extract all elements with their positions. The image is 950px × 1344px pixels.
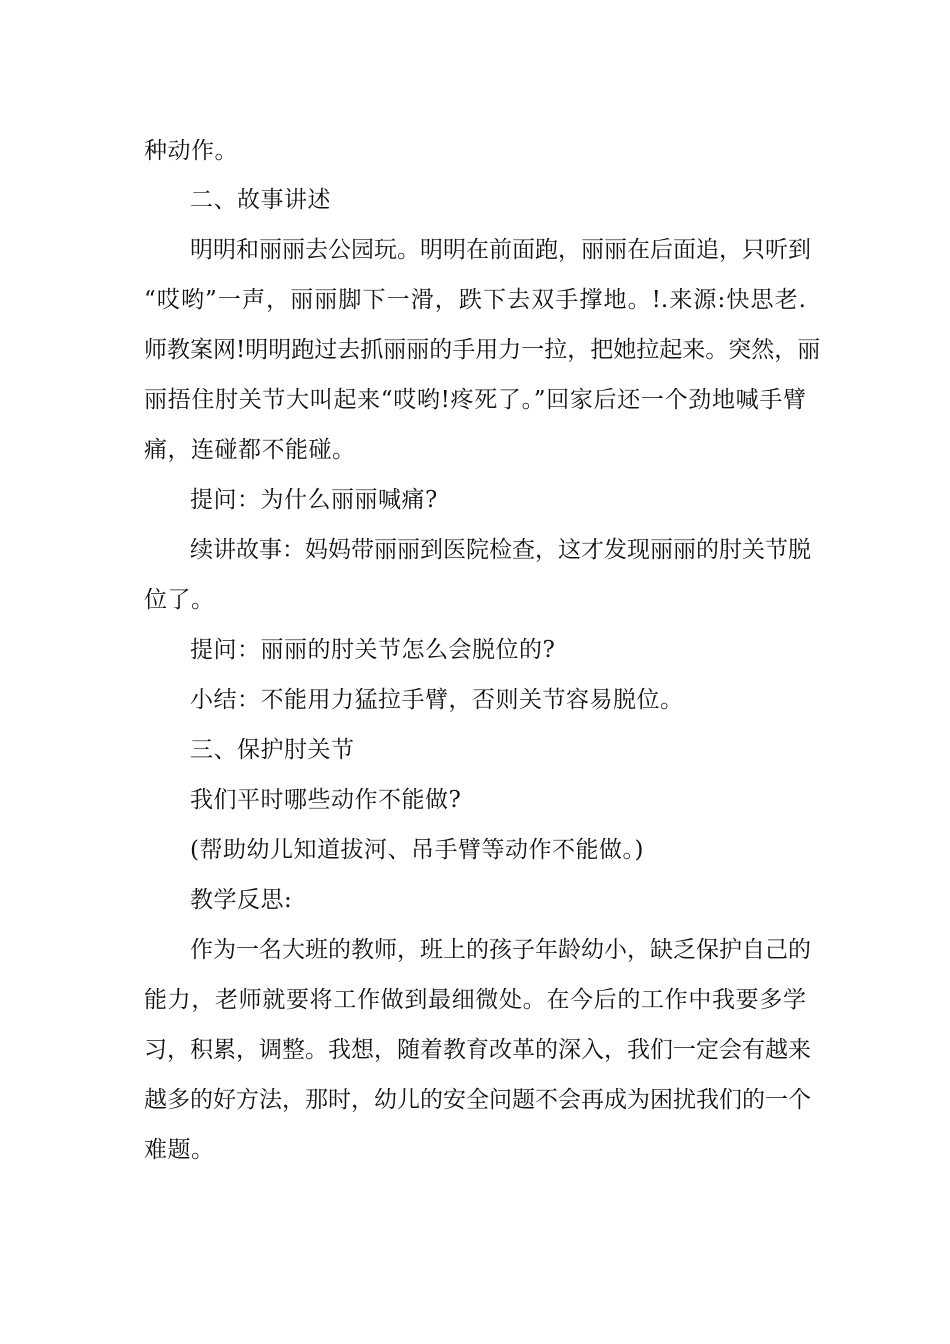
continue-story-line-2: 位了。 [144, 587, 215, 613]
protect-question: 我们平时哪些动作不能做? [190, 787, 462, 813]
reflection-line-5: 难题。 [144, 1137, 215, 1163]
question-2: 提问：丽丽的肘关节怎么会脱位的? [190, 637, 556, 663]
continue-story-line-1: 续讲故事：妈妈带丽丽到医院检查，这才发现丽丽的肘关节脱 [190, 537, 811, 563]
protect-note: (帮助幼儿知道拔河、吊手臂等动作不能做。) [190, 837, 644, 863]
reflection-line-1: 作为一名大班的教师，班上的孩子年龄幼小，缺乏保护自己的 [190, 937, 811, 963]
story-line-4: 丽捂住肘关节大叫起来“哎哟!疼死了。”回家后还一个劲地喊手臂 [144, 387, 806, 413]
reflection-line-3: 习，积累，调整。我想，随着教育改革的深入，我们一定会有越来 [144, 1037, 811, 1063]
paragraph-continuation: 种动作。 [144, 138, 238, 164]
question-1: 提问：为什么丽丽喊痛? [190, 487, 438, 513]
story-line-3: 师教案网!明明跑过去抓丽丽的手用力一拉，把她拉起来。突然，丽 [144, 337, 821, 363]
story-line-2: “哎哟”一声，丽丽脚下一滑，跌下去双手撑地。!.来源:快思老. [144, 287, 806, 313]
story-line-5: 痛，连碰都不能碰。 [144, 437, 356, 463]
section-heading-story: 二、故事讲述 [190, 187, 331, 213]
reflection-heading: 教学反思: [190, 887, 293, 913]
summary: 小结：不能用力猛拉手臂，否则关节容易脱位。 [190, 687, 684, 713]
story-line-1: 明明和丽丽去公园玩。明明在前面跑，丽丽在后面追，只听到 [190, 237, 811, 263]
section-heading-protect: 三、保护肘关节 [190, 737, 355, 763]
reflection-line-4: 越多的好方法，那时，幼儿的安全问题不会再成为困扰我们的一个 [144, 1087, 811, 1113]
reflection-line-2: 能力，老师就要将工作做到最细微处。在今后的工作中我要多学 [144, 987, 806, 1013]
